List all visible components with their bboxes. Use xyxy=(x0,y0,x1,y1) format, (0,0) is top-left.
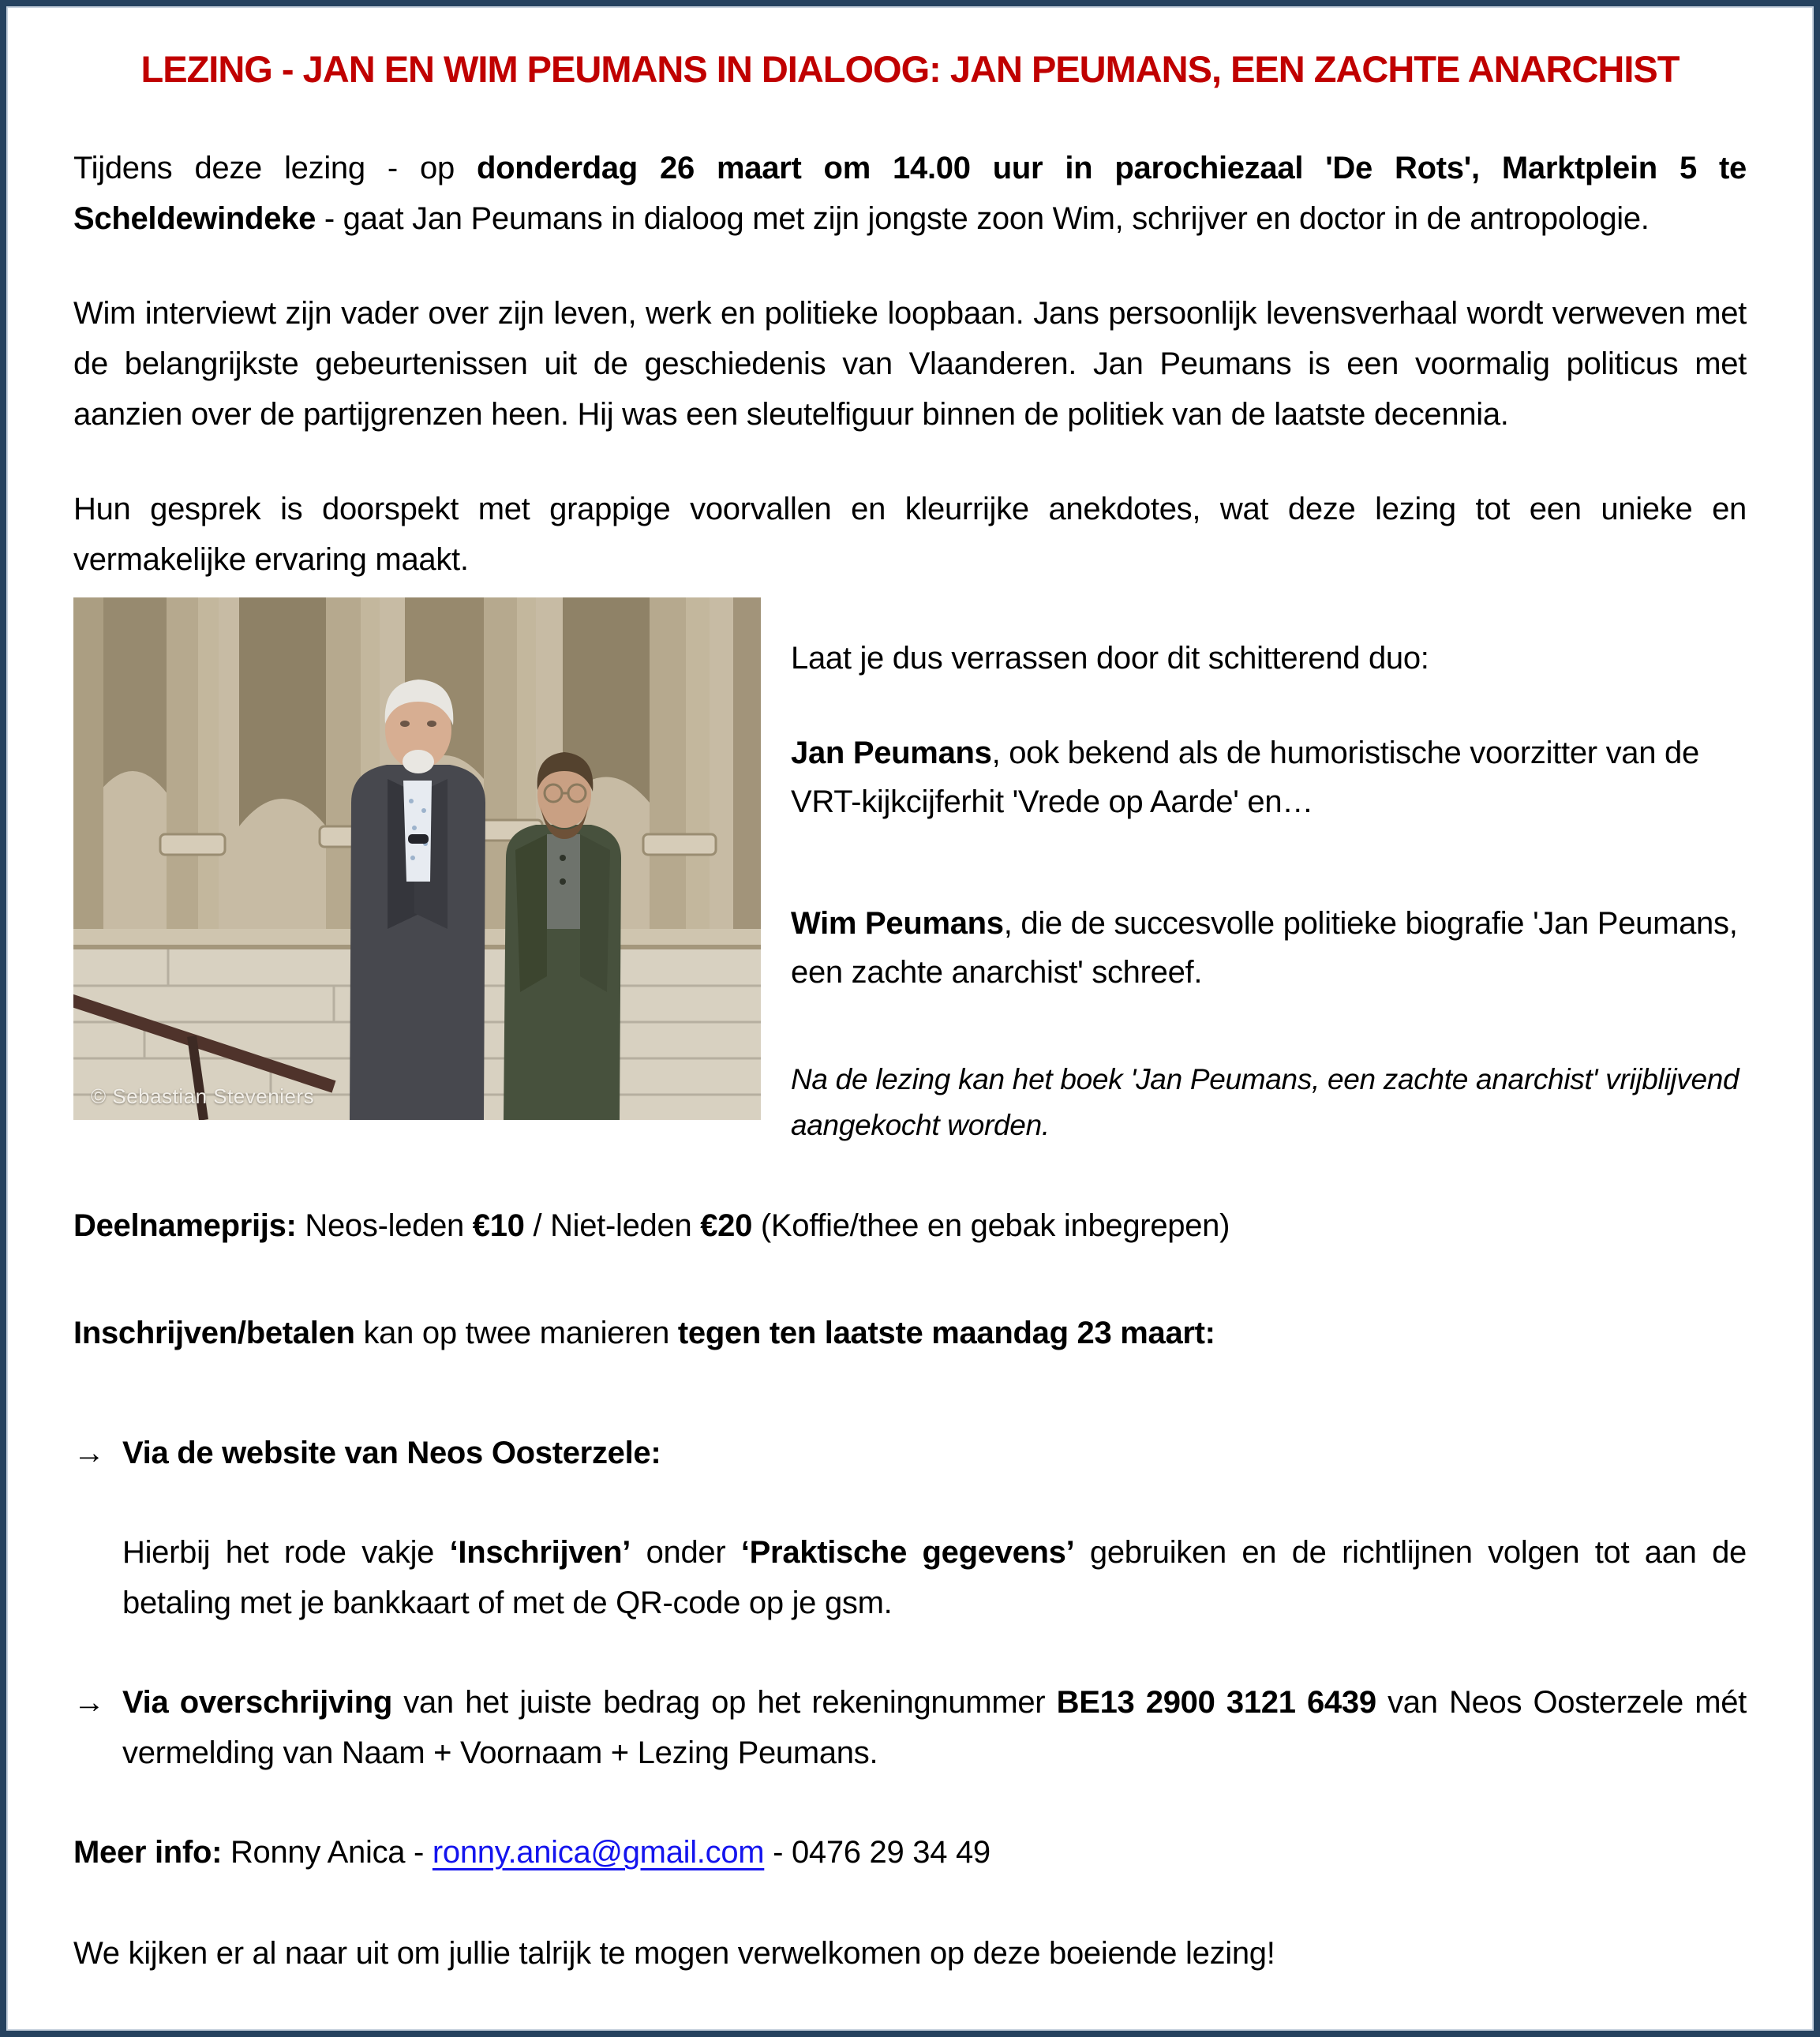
contact-phone: - 0476 29 34 49 xyxy=(764,1835,991,1870)
contact-label: Meer info: xyxy=(73,1835,223,1870)
registration-deadline: tegen ten laatste maandag 23 maart: xyxy=(677,1316,1215,1350)
text-run: Hierbij het rode vakje xyxy=(122,1535,450,1570)
arrow-icon: → xyxy=(73,1685,105,1720)
price-label: Deelnameprijs: xyxy=(73,1208,297,1243)
wim-description xyxy=(791,899,1747,997)
text-run: (Koffie/thee en gebak inbegrepen) xyxy=(752,1208,1230,1243)
members-price: €10 xyxy=(472,1208,525,1243)
intro-paragraph-3: Hun gesprek is doorspekt met grappige voorvallen en kleurrijke anekdotes, wat deze lezing tot een unieke en vermakelijke ervaring maakt. xyxy=(73,492,1747,577)
intro-paragraph-1 xyxy=(73,143,1747,244)
text-run: kan op twee manieren xyxy=(354,1316,678,1350)
contact-line xyxy=(73,1827,1747,1878)
text-run: van het juiste bedrag op het rekeningnummer xyxy=(391,1685,1057,1720)
duo-lead-line: Laat je dus verrassen door dit schitterend duo: xyxy=(791,641,1429,676)
photo-credit: © Sebastian Steveniers xyxy=(91,1084,315,1108)
text-run: - gaat Jan Peumans in dialoog met zijn jongste zoon Wim, schrijver en doctor in de antropologie. xyxy=(316,201,1650,236)
option-transfer xyxy=(73,1677,1747,1778)
page-title: LEZING - JAN EN WIM PEUMANS IN DIALOOG: JAN PEUMANS, EEN ZACHTE ANARCHIST xyxy=(140,48,1680,90)
text-run: , ook bekend als de humoristische voorzitter van de VRT-kijkcijferhit 'Vrede op Aarde' en… xyxy=(791,736,1699,819)
duo-description-column xyxy=(791,597,1747,1148)
nonmembers-price: €20 xyxy=(700,1208,753,1243)
registration-label: Inschrijven/betalen xyxy=(73,1316,355,1350)
bank-account-number: BE13 2900 3121 6439 xyxy=(1056,1685,1376,1720)
intro-paragraph-2: Wim interviewt zijn vader over zijn leven, werk en politieke loopbaan. Jans persoonlijk levensverhaal wordt verweven met de belangrijkste gebeurtenissen uit de geschiedenis van Vlaanderen. Jan Peumans is een voormalig politicus met aanzien over de partijgrenzen heen. Hij was een sleutelfiguur binnen de politiek van de laatste decennia. xyxy=(73,296,1747,432)
book-purchase-note: Na de lezing kan het boek 'Jan Peumans, een zachte anarchist' vrijblijvend aangekocht worden. xyxy=(791,1063,1739,1141)
closing-line: We kijken er al naar uit om jullie talrijk te mogen verwelkomen op deze boeiende lezing! xyxy=(73,1936,1275,1971)
wim-name: Wim Peumans xyxy=(791,906,1004,941)
jan-description xyxy=(791,728,1747,826)
option-transfer-title: Via overschrijving xyxy=(122,1685,392,1720)
contact-name: Ronny Anica - xyxy=(222,1835,433,1870)
text-run: van Neos Oosterzele mét vermelding van Naam + Voornaam + Lezing Peumans. xyxy=(122,1685,1747,1770)
option-website-heading xyxy=(73,1428,1747,1478)
text-run: gebruiken en de richtlijnen volgen tot aan de betaling met je bankkaart of met de QR-code op je gsm. xyxy=(122,1535,1747,1620)
email-link[interactable]: ronny.anica@gmail.com xyxy=(432,1835,765,1870)
jan-name: Jan Peumans xyxy=(791,736,992,770)
cathedral-photo-illustration xyxy=(73,597,761,1120)
option-website-body xyxy=(73,1527,1747,1628)
photo-jan-wim-peumans xyxy=(73,597,761,1120)
text-run: / Niet-leden xyxy=(524,1208,701,1243)
registration-line xyxy=(73,1308,1747,1358)
price-line xyxy=(73,1200,1747,1251)
praktische-gegevens-ref: ‘Praktische gegevens’ xyxy=(740,1535,1075,1570)
inschrijven-button-ref: ‘Inschrijven’ xyxy=(449,1535,631,1570)
text-run: onder xyxy=(631,1535,741,1570)
event-date-location: donderdag 26 maart om 14.00 uur in parochiezaal 'De Rots', Marktplein 5 te Scheldewindeke xyxy=(73,151,1747,236)
arrow-icon: → xyxy=(73,1436,105,1470)
photo-section xyxy=(73,597,1747,1148)
option-website-title: Via de website van Neos Oosterzele: xyxy=(122,1436,661,1470)
text-run: , die de succesvolle politieke biografie 'Jan Peumans, een zachte anarchist' schreef. xyxy=(791,906,1738,990)
hanging-glasses xyxy=(408,834,429,844)
text-run: Neos-leden xyxy=(296,1208,473,1243)
text-run: Tijdens deze lezing - op xyxy=(73,151,477,185)
